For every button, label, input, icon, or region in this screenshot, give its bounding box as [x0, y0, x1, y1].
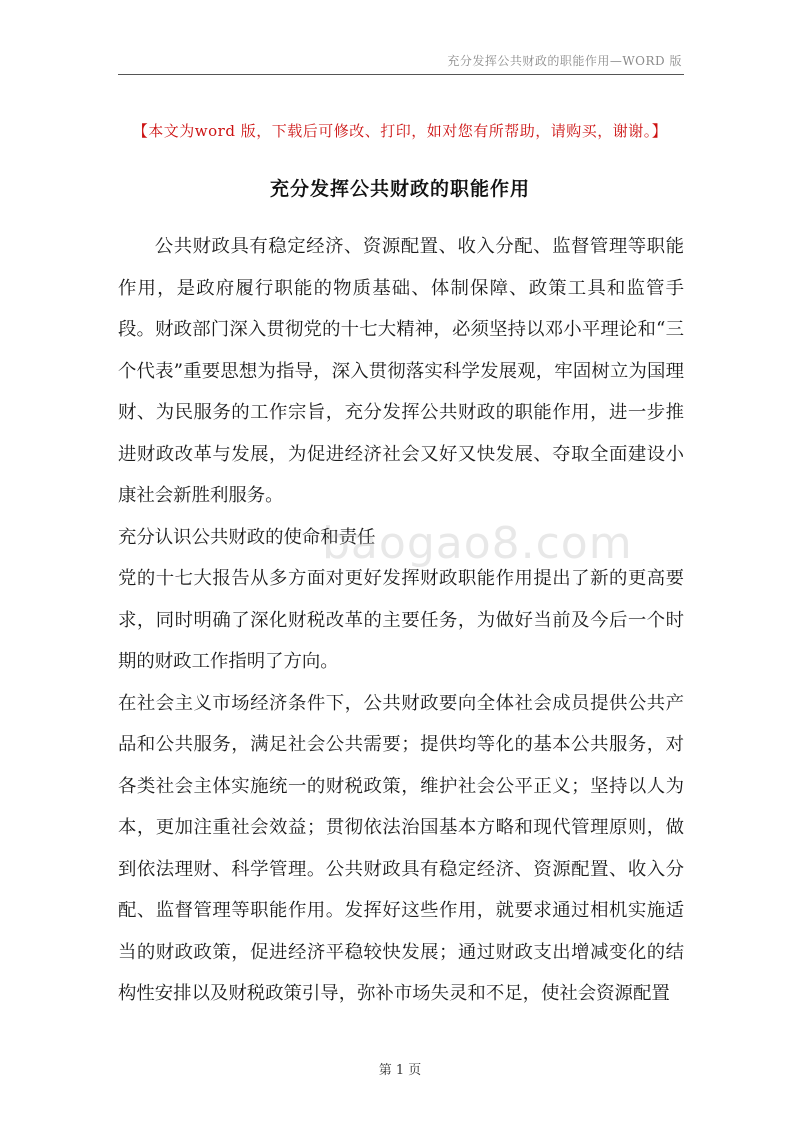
watermark: baogao8.com [322, 518, 633, 569]
paragraph: 在社会主义市场经济条件下，公共财政要向全体社会成员提供公共产品和公共服务，满足社会公共需要；提供均等化的基本公共服务，对各类社会主体实施统一的财税政策，维护社会公平正义；坚持以人为本，更加注重社会效益；贯彻依法治国基本方略和现代管理原则，做到依法理财、科学管理。公共财政具有稳定经济、资源配置、收入分配、监督管理等职能作用。发挥好这些作用，就要求通过相机实施适当的财政政策，促进经济平稳较快发展；通过财政支出增减变化的结构性安排以及财税政策引导，弥补市场失灵和不足，使社会资源配置 [118, 692, 684, 1004]
section-heading: 充分认识公共财政的使命和责任 [118, 526, 376, 548]
paragraph: 党的十七大报告从多方面对更好发挥财政职能作用提出了新的更高要求，同时明确了深化财税改革的主要任务，为做好当前及今后一个时期的财政工作指明了方向。 [118, 568, 684, 672]
download-notice: 【本文为word 版，下载后可修改、打印，如对您有所帮助，请购买，谢谢。】 [132, 122, 668, 140]
document-body [118, 226, 684, 1015]
document-title: 充分发挥公共财政的职能作用 [269, 178, 530, 200]
running-header: 充分发挥公共财政的职能作用—WORD 版 [447, 54, 682, 68]
page-number: 第 1 页 [378, 1063, 422, 1078]
paragraph-intro: 公共财政具有稳定经济、资源配置、收入分配、监督管理等职能作用，是政府履行职能的物质基础、体制保障、政策工具和监管手段。财政部门深入贯彻党的十七大精神，必须坚持以邓小平理论和“三个代表”重要思想为指导，深入贯彻落实科学发展观，牢固树立为国理财、为民服务的工作宗旨，充分发挥公共财政的职能作用，进一步推进财政改革与发展，为促进经济社会又好又快发展、夺取全面建设小康社会新胜利服务。 [118, 236, 684, 506]
header-divider [118, 74, 684, 75]
